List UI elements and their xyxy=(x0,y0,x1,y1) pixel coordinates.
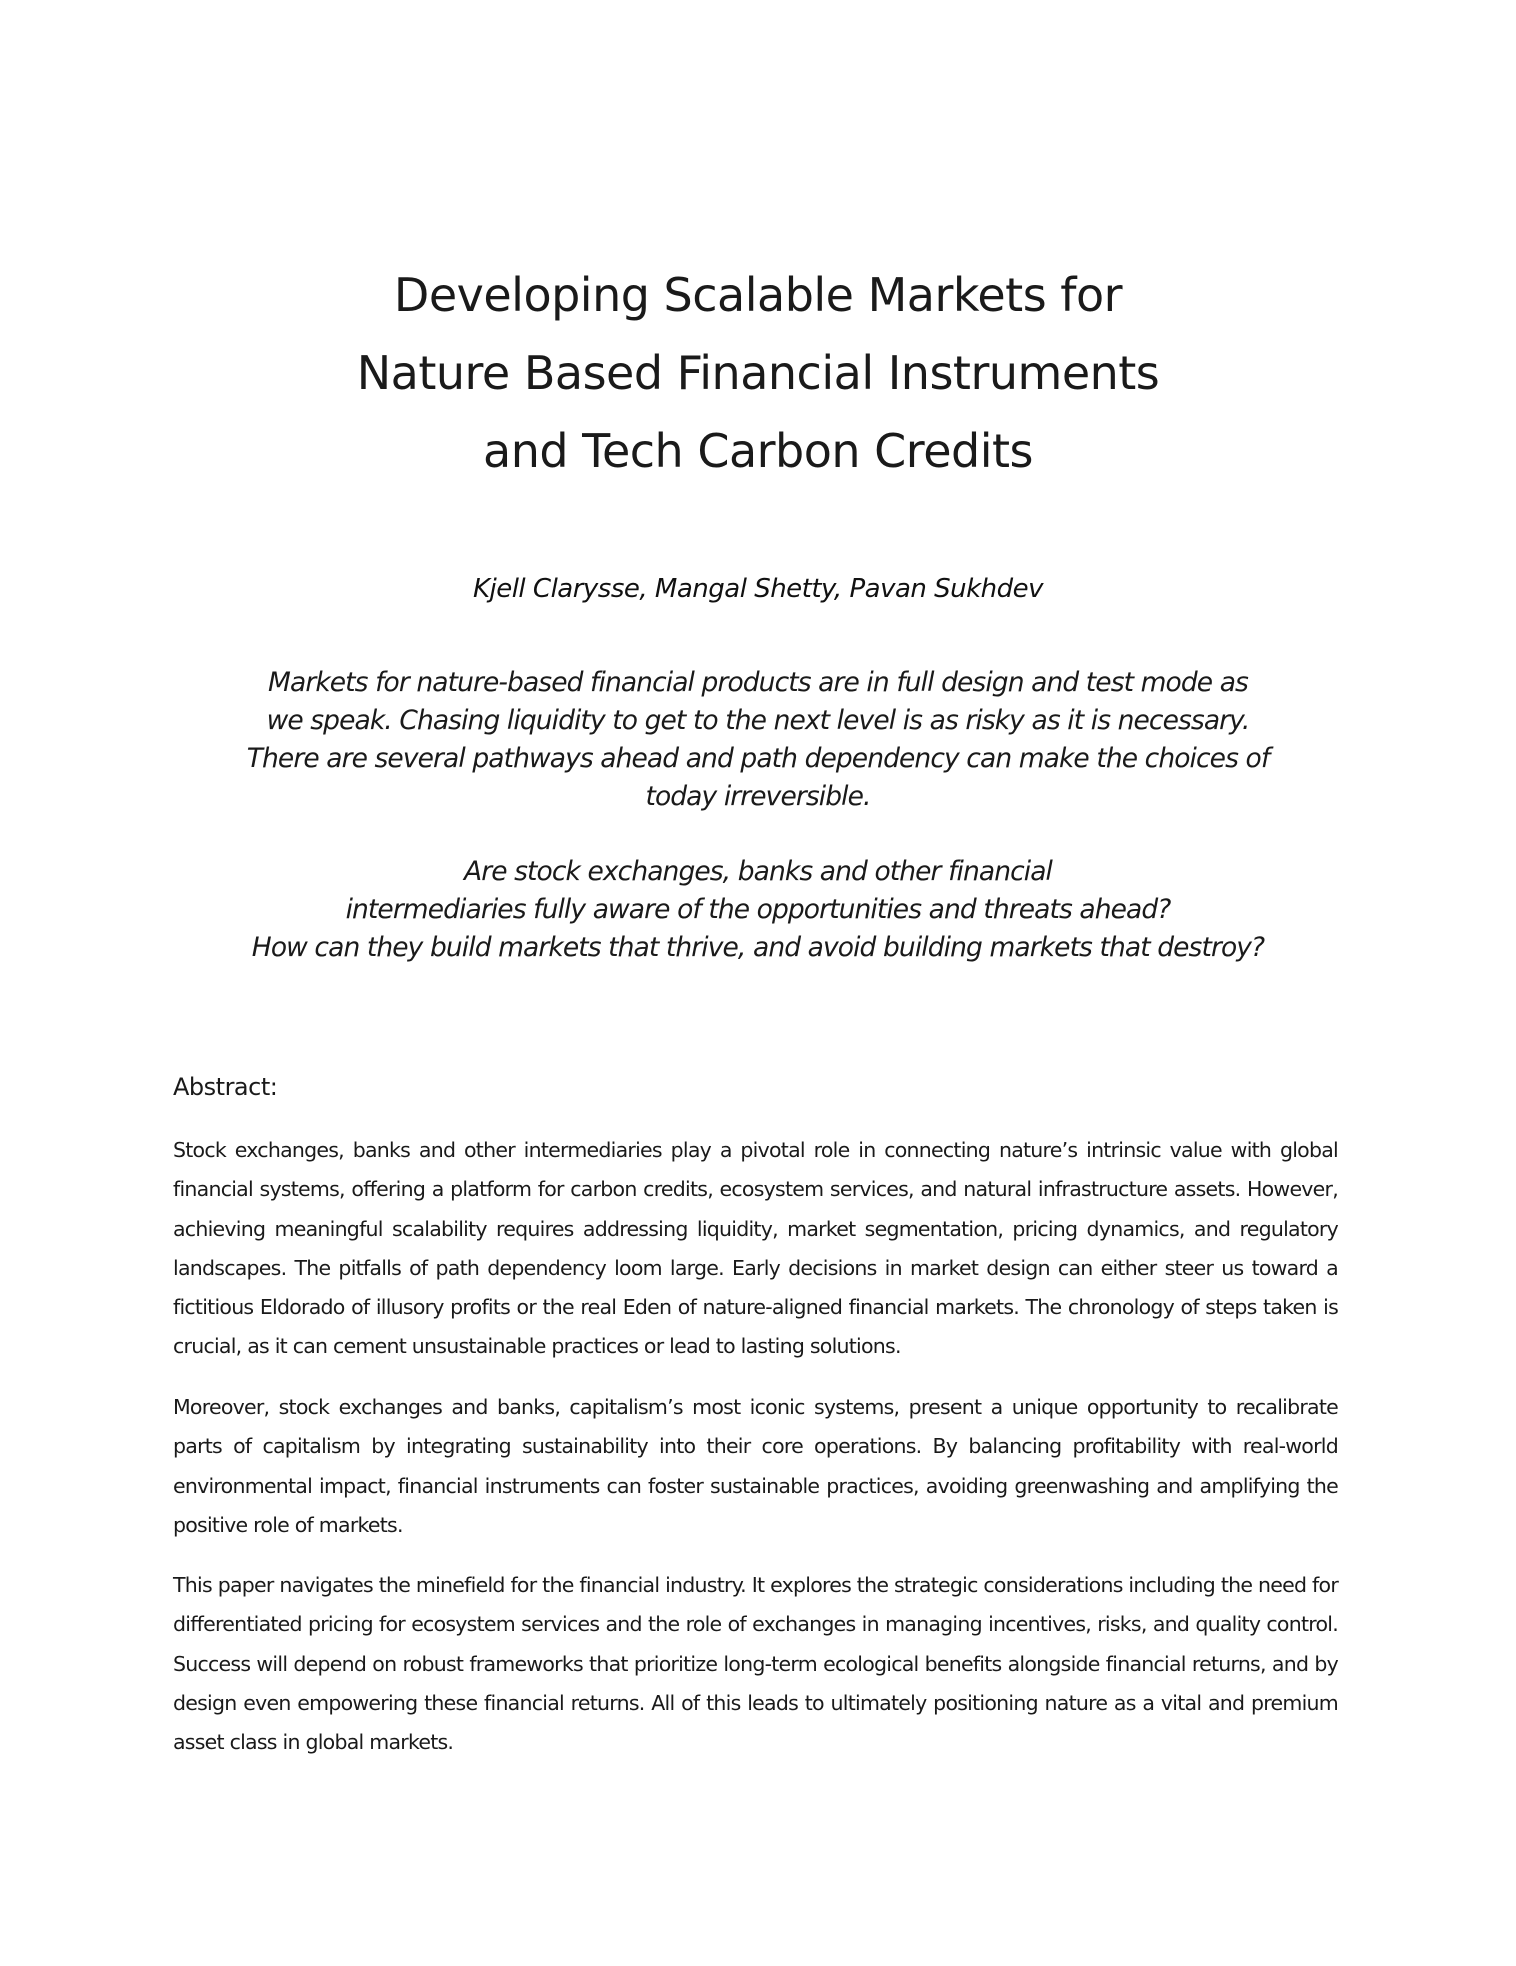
abstract-paragraph: This paper navigates the minefield for the financial industry. It explores the strategic considerations including the need for differentiated pricing for ecosystem services and the role of exchanges in managing incentives, risks, and quality control. Success will depend on robust frameworks that prioritize long-term ecological benefits alongside financial returns, and by design even empowering these financial returns. All of this leads to ultimately positioning nature as a vital and premium asset class in global markets. xyxy=(173,1573,1338,1755)
paper-title xyxy=(0,256,1516,490)
epigraph-line: today irreversible. xyxy=(645,781,871,812)
epigraph-line: Markets for nature-based financial products are in full design and test mode as xyxy=(268,667,1248,698)
abstract-paragraph: Stock exchanges, banks and other intermediaries play a pivotal role in connecting nature’s intrinsic value with global financial systems, offering a platform for carbon credits, ecosystem services, and natural infrastructure assets. However, achieving meaningful scalability requires addressing liquidity, market segmentation, pricing dynamics, and regulatory landscapes. The pitfalls of path dependency loom large. Early decisions in market design can either steer us toward a fictitious Eldorado of illusory profits or the real Eden of nature-aligned financial markets. The chronology of steps taken is crucial, as it can cement unsustainable practices or lead to lasting solutions. xyxy=(173,1138,1338,1359)
epigraph-quote-1 xyxy=(0,664,1516,816)
abstract-paragraph: Moreover, stock exchanges and banks, capitalism’s most iconic systems, present a unique opportunity to recalibrate parts of capitalism by integrating sustainability into their core operations. By balancing profitability with real-world environmental impact, financial instruments can foster sustainable practices, avoiding greenwashing and amplifying the positive role of markets. xyxy=(173,1395,1338,1537)
epigraph-line: Are stock exchanges, banks and other financial xyxy=(463,856,1053,887)
epigraph-line: There are several pathways ahead and path dependency can make the choices of xyxy=(246,743,1270,774)
author-list: Kjell Clarysse, Mangal Shetty, Pavan Sukhdev xyxy=(472,574,1044,604)
epigraph-quote-2 xyxy=(0,853,1516,967)
epigraph-line: How can they build markets that thrive, and avoid building markets that destroy? xyxy=(251,932,1265,963)
epigraph-line: we speak. Chasing liquidity to get to the next level is as risky as it is necessary. xyxy=(266,705,1250,736)
epigraph-line: intermediaries fully aware of the opportunities and threats ahead? xyxy=(345,894,1171,925)
abstract-heading: Abstract: xyxy=(173,1073,278,1101)
title-line: Nature Based Financial Instruments xyxy=(356,346,1160,400)
title-line: and Tech Carbon Credits xyxy=(483,424,1033,478)
title-line: Developing Scalable Markets for xyxy=(393,268,1123,322)
